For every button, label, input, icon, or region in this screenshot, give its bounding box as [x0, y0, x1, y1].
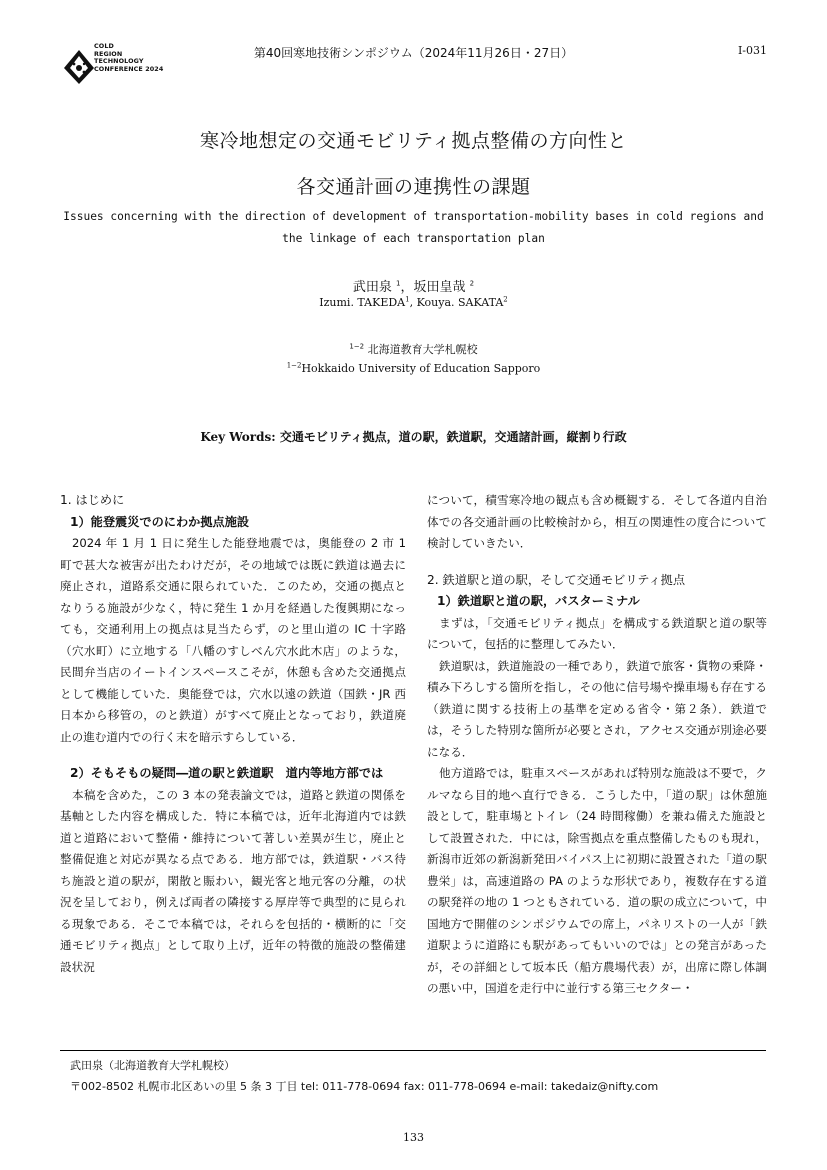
author-2-sup: 2 [469, 279, 475, 288]
affiliation-japanese [0, 341, 827, 357]
section-2-paragraph-1: まずは，「交通モビリティ拠点」を構成する鉄道駅と道の駅等について，包括的に整理してみたい． [427, 615, 767, 651]
title-line-1: 寒冷地想定の交通モビリティ拠点整備の方向性と [199, 130, 628, 152]
affiliation-en-sup: 1−2 [286, 361, 302, 370]
author-en-separator: , [409, 296, 417, 309]
section-2-paragraph-2: 鉄道駅は，鉄道施設の一種であり，鉄道で旅客・貨物の乗降・積み下ろしする箇所を指し，その他に信号場や操車場も存在する（鉄道に関する技術上の基準を定める省令・第２条）．鉄道では，そうした特別な箇所が必要とされ，アクセス交通が別途必要になる． [427, 658, 767, 759]
author-2-en: Kouya. SAKATA [416, 296, 504, 309]
authors-japanese [0, 276, 827, 295]
logo-line: TECHNOLOGY [94, 57, 144, 66]
logo-line: CONFERENCE 2024 [94, 64, 164, 73]
section-1-paragraph-1: 2024 年 1 月 1 日に発生した能登地震では，奥能登の 2 市 1 町で甚大な被害が出たわけだが，その地域では既に鉄道は過去に廃止され，道路系交通に限られていた．このため，交通の拠点となりうる施設が少なく，特に発生 1 か月を経過した復興期になっても，交通利用上の拠点は見当たらず，のと里山道の IC 十字路（穴水町）に立地する「八幡のすしべん穴水此木店」のような，民間弁当店のイートインスペースこそが，休憩も含めた交通拠点として機能していた．奥能登では，穴水以遠の鉄道（国鉄・JR 西日本から移管の，のと鉄道）がすべて廃止となっており，鉄道廃止の進む道内での行く末を暗示すらしている． [60, 536, 406, 744]
paper-id: I-031 [737, 44, 767, 57]
section-1-subheading-1: 1）能登震災でのにわか拠点施設 [70, 514, 250, 529]
body-right-column [427, 490, 767, 1000]
body-left-column [60, 490, 406, 978]
authors-english [0, 296, 827, 309]
logo-line: COLD [94, 42, 114, 50]
footer-divider [60, 1050, 766, 1051]
logo-line: REGION [94, 49, 123, 58]
affiliation-english [0, 362, 827, 375]
section-2-paragraph-3: 他方道路では，駐車スペースがあれば特別な施設は不要で，クルマなら目的地へ直行できる．こうした中，「道の駅」は休憩施設として，駐車場とトイレ（24 時間稼働）を兼ね備えた施設として設置された．中には，除雪拠点を重点整備したものも現れ，新潟市近郊の新潟新発田バイパス上に初期に設置された「道の駅豊栄」は，高速道路の PA のような形状であり，複数存在する道の駅発祥の地の 1 つともされている．道の駅の成立について，中国地方で開催のシンポジウムでの席上，パネリストの一人が「鉄道駅ように道路にも駅があってもいいのでは」との発言があったが，その詳細として坂本氏（船方農場代表）が，出席に際し体調の悪い中，国道を走行中に並行する第三セクター・ [427, 766, 767, 995]
section-1-subheading-2: 2）そもそもの疑問―道の駅と鉄道駅 道内等地方部では [70, 766, 384, 780]
conference-header: 第40回寒地技術シンポジウム（2024年11月26日・27日） [253, 46, 574, 60]
keywords [0, 428, 827, 445]
keywords-value: 交通モビリティ拠点，道の駅，鉄道駅，交通諸計画，縦割り行政 [279, 430, 627, 444]
author-1-en: Izumi. TAKEDA [319, 296, 406, 309]
author-2-en-sup: 2 [503, 295, 508, 304]
section-1-paragraph-2: 本稿を含めた，この 3 本の発表論文では，道路と鉄道の関係を基軸とした内容を構成した．特に本稿では，近年北海道内では鉄道と道路において整備・維持について著しい差異が生じ，廃止と整備促進と対応が異なる点である．地方部では，鉄道駅・バス待ち施設と道の駅が，閑散と賑わい，観光客と地元客の分離，の状況を呈しており，例えば両者の隣接する厚岸等で典型的に見られる現象である．そこで本稿では，それらを包括的・横断的に「交通モビリティ拠点」として取り上げ，近年の特徴的施設の整備建設状況 [60, 787, 406, 974]
section-2-subheading-1: 1）鉄道駅と道の駅，バスターミナル [437, 594, 640, 608]
title-line-2: 各交通計画の連携性の課題 [296, 176, 531, 198]
section-2-heading: 2. 鉄道駅と道の駅，そして交通モビリティ拠点 [427, 572, 686, 587]
author-1-sup: 1 [396, 279, 401, 288]
author-2-jp: 坂田皇哉 [413, 280, 466, 295]
english-title: Issues concerning with the direction of development of transportation-mobility bases in cold regions and the linkage of each transportation plan [63, 210, 764, 245]
section-1-continuation: について，積雪寒冷地の観点も含め概観する．そして各道内自治体での各交通計画の比較検討から，相互の関連性の度合について検討していきたい． [427, 493, 767, 550]
page-number: 133 [403, 1131, 424, 1144]
affiliation-jp-sup: 1−2 [349, 342, 365, 351]
author-1-jp: 武田泉 [352, 280, 392, 295]
footer-contact: 〒002-8502 札幌市北区あいの里 5 条 3 丁目 tel: 011-778-0694 fax: 011-778-0694 e-mail: takedaiz@nifty.com [70, 1080, 659, 1093]
affiliation-en-text: Hokkaido University of Education Sapporo [301, 362, 541, 375]
author-separator: ， [400, 280, 414, 295]
footer-author: 武田泉（北海道教育大学札幌校） [70, 1059, 235, 1072]
affiliation-jp-text: 北海道教育大学札幌校 [367, 343, 478, 356]
section-1-heading: 1. はじめに [60, 493, 125, 507]
keywords-label: Key Words: [200, 430, 276, 444]
author-1-en-sup: 1 [405, 295, 410, 304]
